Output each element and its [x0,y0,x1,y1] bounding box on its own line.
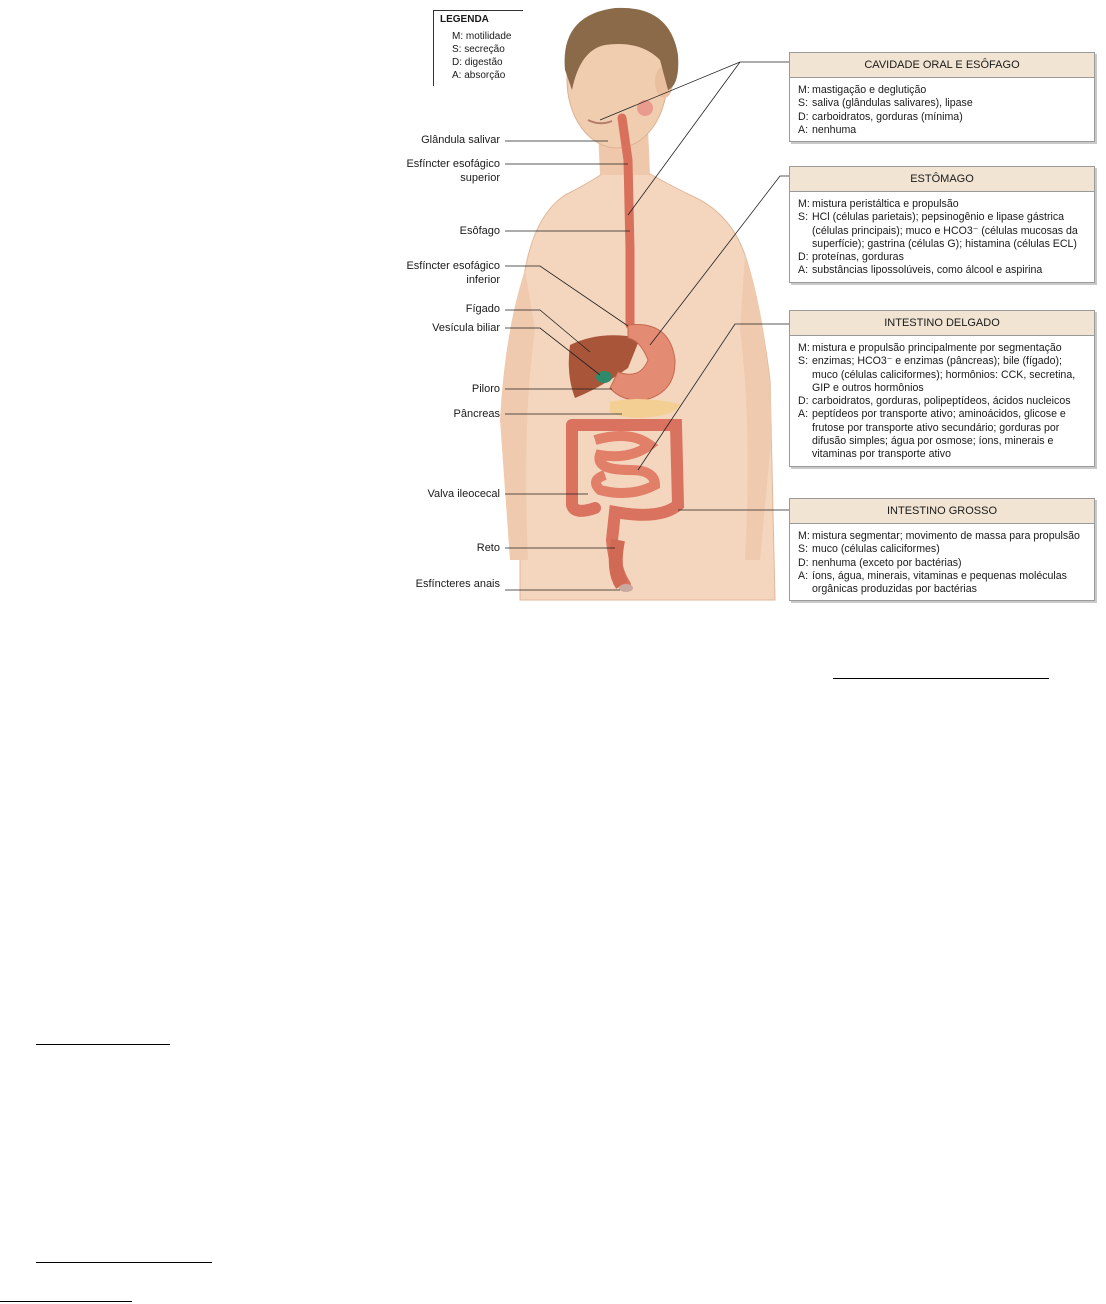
row-key: D: [798,395,809,408]
label-esophagus: Esôfago [459,225,500,237]
row-value: muco (células caliciformes) [812,543,940,556]
gallbladder-shape [596,371,612,383]
row-key: M: [798,84,810,96]
label-gallbladder: Vesícula biliar [432,322,500,334]
label-liver: Fígado [465,303,500,315]
box-small-intestine [789,310,1095,467]
row-value: mistura peristáltica e propulsão [812,198,959,210]
legend-title: LEGENDA [440,14,489,25]
blank-underline [36,1262,212,1263]
anal-sphincter-shape [619,584,633,592]
row-key: S: [798,97,809,110]
row-value: carboidratos, gorduras, polipeptídeos, ácidos nucleicos [812,395,1071,408]
row-key: A: [798,264,809,277]
label-pylorus: Piloro [471,383,500,395]
blank-underline [0,1301,132,1302]
blank-underline [833,678,1049,679]
label-upper-esophageal-sphincter: Esfíncter esofágico superior [406,158,500,184]
label-salivary-gland: Glândula salivar [421,134,500,146]
row-key: D: [798,556,809,569]
legend [433,10,523,86]
row-value: mistura segmentar; movimento de massa para propulsão [812,530,1080,542]
row-value: íons, água, minerais, vitaminas e pequenas moléculas orgânicas produzidas por bactérias [812,569,1067,596]
row-value: HCl (células parietais); pepsinogênio e lipase gástrica (células principais); muco e HCO3⁻ (células mucosas da superfície); gastrina (células G); histamina (células ECL) [812,211,1078,250]
legend-item: M: motilidade [452,31,512,42]
row-key: M: [798,198,810,210]
box-title: INTESTINO GROSSO [790,499,1094,524]
row-value: enzimas; HCO3⁻ e enzimas (pâncreas); bile (fígado); muco (células caliciformes); hormônios: CCK, secretina, GIP e outros hormônios [812,355,1076,394]
box-title: CAVIDADE ORAL E ESÔFAGO [790,53,1094,78]
row-key: M: [798,530,810,542]
row-key: A: [798,123,809,136]
row-key: M: [798,342,810,354]
legend-item: A: absorção [452,70,506,81]
row-value: substâncias lipossolúveis, como álcool e aspirina [812,264,1043,277]
box-title: ESTÔMAGO [790,167,1094,192]
row-key: A: [798,569,809,582]
label-anal-sphincters: Esfíncteres anais [415,578,500,590]
salivary-gland-shape [637,100,653,116]
row-key: D: [798,251,809,264]
row-key: D: [798,110,809,123]
row-value: saliva (glândulas salivares), lipase [812,97,973,110]
label-rectum: Reto [476,542,500,554]
rectum-shape [616,540,622,585]
row-value: proteínas, gorduras [812,251,904,264]
row-value: mistura e propulsão principalmente por segmentação [812,342,1062,354]
row-value: peptídeos por transporte ativo; aminoácidos, glicose e frutose por transporte ativo secundário; gorduras por difusão simples; água por osmose; íons, minerais e vitaminas por transporte ativo [812,408,1066,461]
row-key: S: [798,543,809,556]
legend-item: S: secreção [452,44,505,55]
row-key: S: [798,355,809,368]
legend-item: D: digestão [452,57,503,68]
row-key: A: [798,408,809,421]
row-value: nenhuma (exceto por bactérias) [812,556,962,569]
row-value: nenhuma [812,123,857,136]
label-ileocecal-valve: Valva ileocecal [427,488,500,500]
row-value: carboidratos, gorduras (mínima) [812,110,963,123]
box-title: INTESTINO DELGADO [790,311,1094,336]
label-lower-esophageal-sphincter: Esfíncter esofágico inferior [406,260,500,286]
blank-underline [36,1044,170,1045]
box-oral-cavity-esophagus [789,52,1095,142]
row-value: mastigação e deglutição [812,84,927,96]
box-stomach [789,166,1095,283]
row-key: S: [798,211,809,224]
box-large-intestine [789,498,1095,601]
label-pancreas: Pâncreas [453,408,500,420]
